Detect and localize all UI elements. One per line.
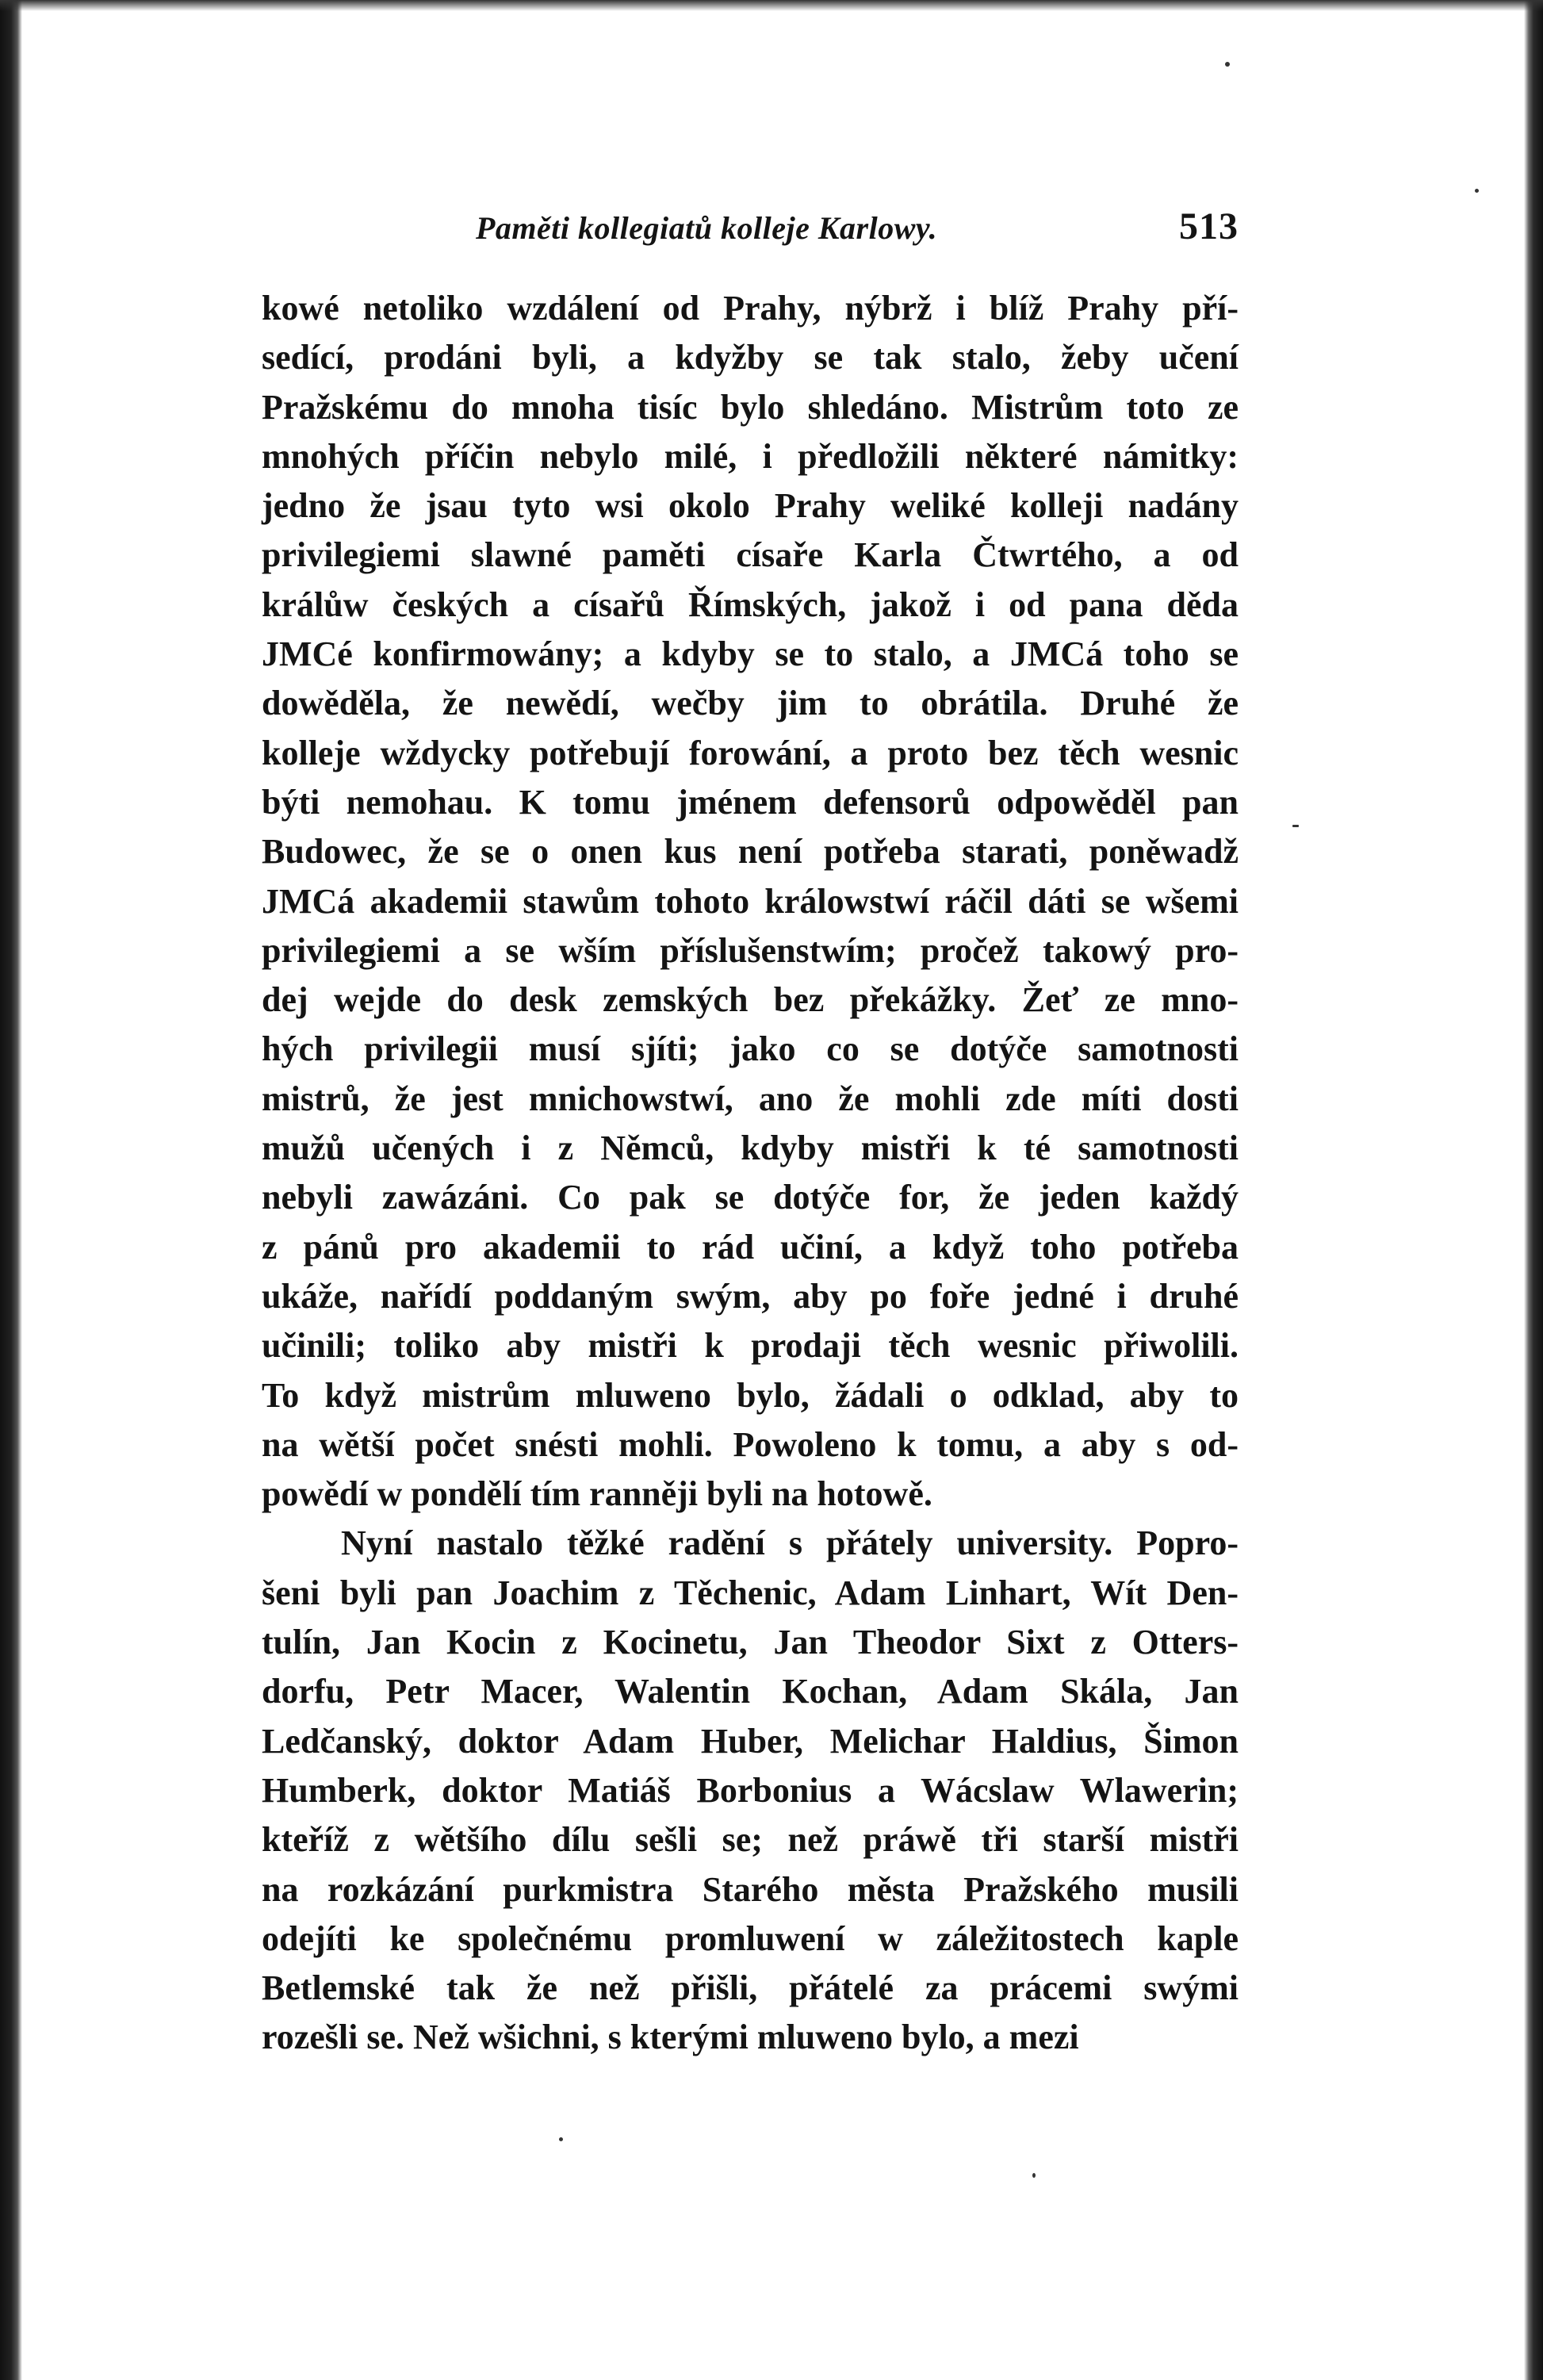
text-line: mužů učených i z Němců, kdyby mistři k té samotnosti bbox=[262, 1129, 1239, 1168]
body-text bbox=[262, 284, 1239, 2063]
text-line: na rozkázání purkmistra Starého města Pražského musili bbox=[262, 1869, 1239, 1909]
text-line: nebyli zawázáni. Co pak se dotýče for, že jeden každý bbox=[262, 1178, 1239, 1217]
text-line: mnohých příčin nebylo milé, i předložili některé námitky: bbox=[262, 436, 1239, 476]
text-line: dowěděla, že newědí, wečby jim to obrátila. Druhé že bbox=[262, 684, 1239, 723]
text-line: rozešli se. Než wšichni, s kterými mluweno bylo, a mezi bbox=[262, 2018, 1079, 2057]
text-line: tulín, Jan Kocin z Kocinetu, Jan Theodor Sixt z Otters- bbox=[262, 1623, 1239, 1662]
text-line: býti nemohau. K tomu jménem defensorů odpowěděl pan bbox=[262, 782, 1239, 822]
text-line: JMCá akademii stawům tohoto králowstwí ráčil dáti se wšemi bbox=[262, 881, 1239, 921]
text-line: kowé netoliko wzdálení od Prahy, nýbrž i blíž Prahy pří- bbox=[262, 289, 1239, 328]
text-line: jedno že jsau tyto wsi okolo Prahy weliké kolleji nadány bbox=[262, 486, 1239, 526]
text-line: mistrů, že jest mnichowstwí, ano že mohli zde míti dosti bbox=[262, 1079, 1239, 1118]
text-line: učinili; toliko aby mistři k prodaji těch wesnic přiwolili. bbox=[262, 1326, 1239, 1366]
paragraph bbox=[262, 1519, 1239, 2062]
running-header bbox=[262, 205, 1239, 260]
page-number: 513 bbox=[1179, 205, 1239, 247]
text-line: JMCé konfirmowány; a kdyby se to stalo, a JMCá toho se bbox=[262, 634, 1239, 674]
text-line: sedící, prodáni byli, a kdyžby se tak stalo, žeby učení bbox=[262, 338, 1239, 378]
text-line: na wětší počet snésti mohli. Powoleno k tomu, a aby s od- bbox=[262, 1424, 1239, 1464]
text-line: odejíti ke společnému promluwení w záležitostech kaple bbox=[262, 1918, 1239, 1958]
scan-speck bbox=[1225, 62, 1230, 67]
text-line: šeni byli pan Joachim z Těchenic, Adam Linhart, Wít Den- bbox=[262, 1573, 1239, 1612]
text-line: králůw českých a císařů Římských, jakož i od pana děda bbox=[262, 584, 1239, 624]
text-line: z pánů pro akademii to rád učiní, a když toho potřeba bbox=[262, 1227, 1239, 1267]
running-title: Paměti kollegiatů kolleje Karlowy. bbox=[476, 210, 938, 246]
text-line: kolleje wždycky potřebují forowání, a proto bez těch wesnic bbox=[262, 733, 1239, 772]
text-line: Nyní nastalo těžké radění s přátely university. Popro- bbox=[341, 1523, 1239, 1563]
text-line: kteříž z wětšího dílu sešli se; než práwě tři starší mistři bbox=[262, 1820, 1239, 1860]
text-line: Pražskému do mnoha tisíc bylo shledáno. Mistrům toto ze bbox=[262, 387, 1239, 427]
text-line: privilegiemi a se wším příslušenstwím; pročež takowý pro- bbox=[262, 930, 1239, 970]
scan-border-top bbox=[0, 0, 1543, 11]
text-line: hých privilegii musí sjíti; jako co se dotýče samotnosti bbox=[262, 1029, 1239, 1069]
text-line: To když mistrům mluweno bylo, žádali o odklad, aby to bbox=[262, 1375, 1239, 1415]
scan-speck bbox=[1032, 2173, 1036, 2178]
scan-border-left bbox=[0, 0, 22, 2380]
text-line: powědí w pondělí tím ranněji byli na hotowě. bbox=[262, 1474, 932, 1514]
text-line: Betlemské tak že než přišli, přátelé za prácemi swými bbox=[262, 1968, 1239, 2008]
text-line: Humberk, doktor Matiáš Borbonius a Wácslaw Wlawerin; bbox=[262, 1770, 1239, 1810]
paragraph bbox=[262, 284, 1239, 1519]
scan-border-right bbox=[1524, 0, 1543, 2380]
scan-speck bbox=[1292, 825, 1299, 827]
text-line: ukáže, nařídí poddaným swým, aby po foře jedné i druhé bbox=[262, 1276, 1239, 1316]
text-line: dej wejde do desk zemských bez překážky. Žeť ze mno- bbox=[262, 980, 1239, 1020]
text-line: privilegiemi slawné paměti císaře Karla Čtwrtého, a od bbox=[262, 535, 1239, 575]
scan-speck bbox=[1475, 189, 1479, 193]
text-line: Ledčanský, doktor Adam Huber, Melichar Haldius, Šimon bbox=[262, 1721, 1239, 1761]
text-line: Budowec, že se o onen kus není potřeba starati, poněwadž bbox=[262, 832, 1239, 872]
scan-speck bbox=[559, 2137, 563, 2141]
text-line: dorfu, Petr Macer, Walentin Kochan, Adam Skála, Jan bbox=[262, 1672, 1239, 1711]
